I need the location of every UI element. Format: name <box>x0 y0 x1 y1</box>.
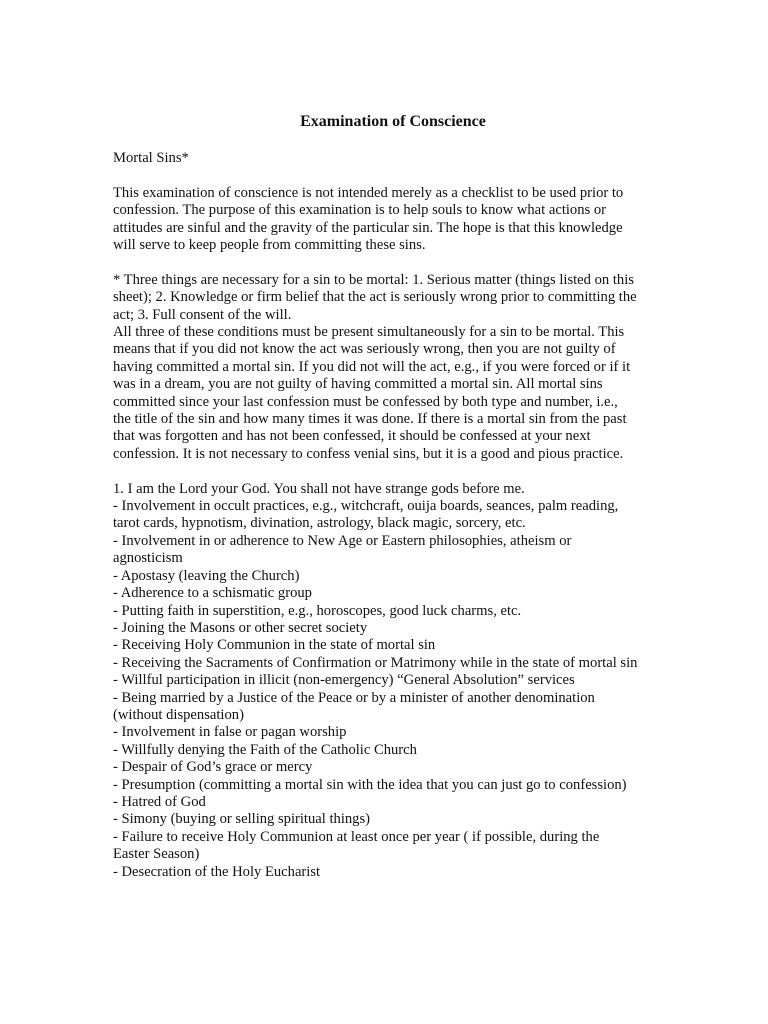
list-item: - Hatred of God <box>113 793 206 810</box>
list-item: - Being married by a Justice of the Peace or by a minister of another denomination <box>113 689 595 706</box>
text-line: attitudes are sinful and the gravity of the particular sin. The hope is that this knowledge <box>113 219 623 236</box>
list-item: - Despair of God’s grace or mercy <box>113 759 313 776</box>
text-line: that was forgotten and has not been confessed, it should be confessed at your next <box>113 428 591 445</box>
text-line: confession. It is not necessary to confess venial sins, but it is a good and pious practice. <box>113 445 624 462</box>
list-item: 1. I am the Lord your God. You shall not have strange gods before me. <box>113 480 525 497</box>
commandment-list <box>113 481 673 881</box>
list-item: - Involvement in or adherence to New Age or Eastern philosophies, atheism or <box>113 532 572 549</box>
text-line: was in a dream, you are not guilty of having committed a mortal sin. All mortal sins <box>113 376 603 393</box>
list-item: - Desecration of the Holy Eucharist <box>113 863 321 880</box>
list-item: - Receiving Holy Communion in the state of mortal sin <box>113 637 436 654</box>
intro-paragraph <box>113 185 673 255</box>
list-item: tarot cards, hypnotism, divination, astrology, black magic, sorcery, etc. <box>113 515 526 532</box>
list-item: - Simony (buying or selling spiritual things) <box>113 811 371 828</box>
text-line: will serve to keep people from committing these sins. <box>113 237 426 254</box>
text-line: sheet); 2. Knowledge or firm belief that the act is seriously wrong prior to committing the <box>113 289 637 306</box>
list-item: - Willful participation in illicit (non-emergency) “General Absolution” services <box>113 672 575 689</box>
list-item: agnosticism <box>113 550 183 567</box>
text-line: * Three things are necessary for a sin to be mortal: 1. Serious matter (things listed on this <box>113 271 634 288</box>
list-item: - Apostasy (leaving the Church) <box>113 567 300 584</box>
section-heading: Mortal Sins* <box>113 150 189 166</box>
text-line: act; 3. Full consent of the will. <box>113 306 292 323</box>
text-line: This examination of conscience is not intended merely as a checklist to be used prior to <box>113 184 624 201</box>
list-item: - Receiving the Sacraments of Confirmation or Matrimony while in the state of mortal sin <box>113 654 638 671</box>
list-item: - Adherence to a schismatic group <box>113 585 312 602</box>
list-item: - Joining the Masons or other secret society <box>113 619 368 636</box>
text-line: All three of these conditions must be present simultaneously for a sin to be mortal. This <box>113 324 625 341</box>
text-line: having committed a mortal sin. If you did not will the act, e.g., if you were forced or if it <box>113 358 631 375</box>
text-line: the title of the sin and how many times it was done. If there is a mortal sin from the past <box>113 411 627 428</box>
conditions-paragraph <box>113 272 673 463</box>
text-line: means that if you did not know the act was seriously wrong, then you are not guilty of <box>113 341 616 358</box>
list-item: - Putting faith in superstition, e.g., horoscopes, good luck charms, etc. <box>113 602 522 619</box>
list-item: - Presumption (committing a mortal sin with the idea that you can just go to confession) <box>113 776 627 793</box>
list-item: - Failure to receive Holy Communion at least once per year ( if possible, during the <box>113 828 600 845</box>
list-item: - Involvement in false or pagan worship <box>113 724 347 741</box>
list-item: Easter Season) <box>113 846 200 863</box>
list-item: - Involvement in occult practices, e.g., witchcraft, ouija boards, seances, palm reading, <box>113 498 619 515</box>
list-item: - Willfully denying the Faith of the Catholic Church <box>113 741 417 758</box>
text-line: confession. The purpose of this examination is to help souls to know what actions or <box>113 202 607 219</box>
document-title: Examination of Conscience <box>300 113 486 130</box>
text-line: committed since your last confession must be confessed by both type and number, i.e., <box>113 393 618 410</box>
document-page <box>113 112 673 881</box>
list-item: (without dispensation) <box>113 706 244 723</box>
